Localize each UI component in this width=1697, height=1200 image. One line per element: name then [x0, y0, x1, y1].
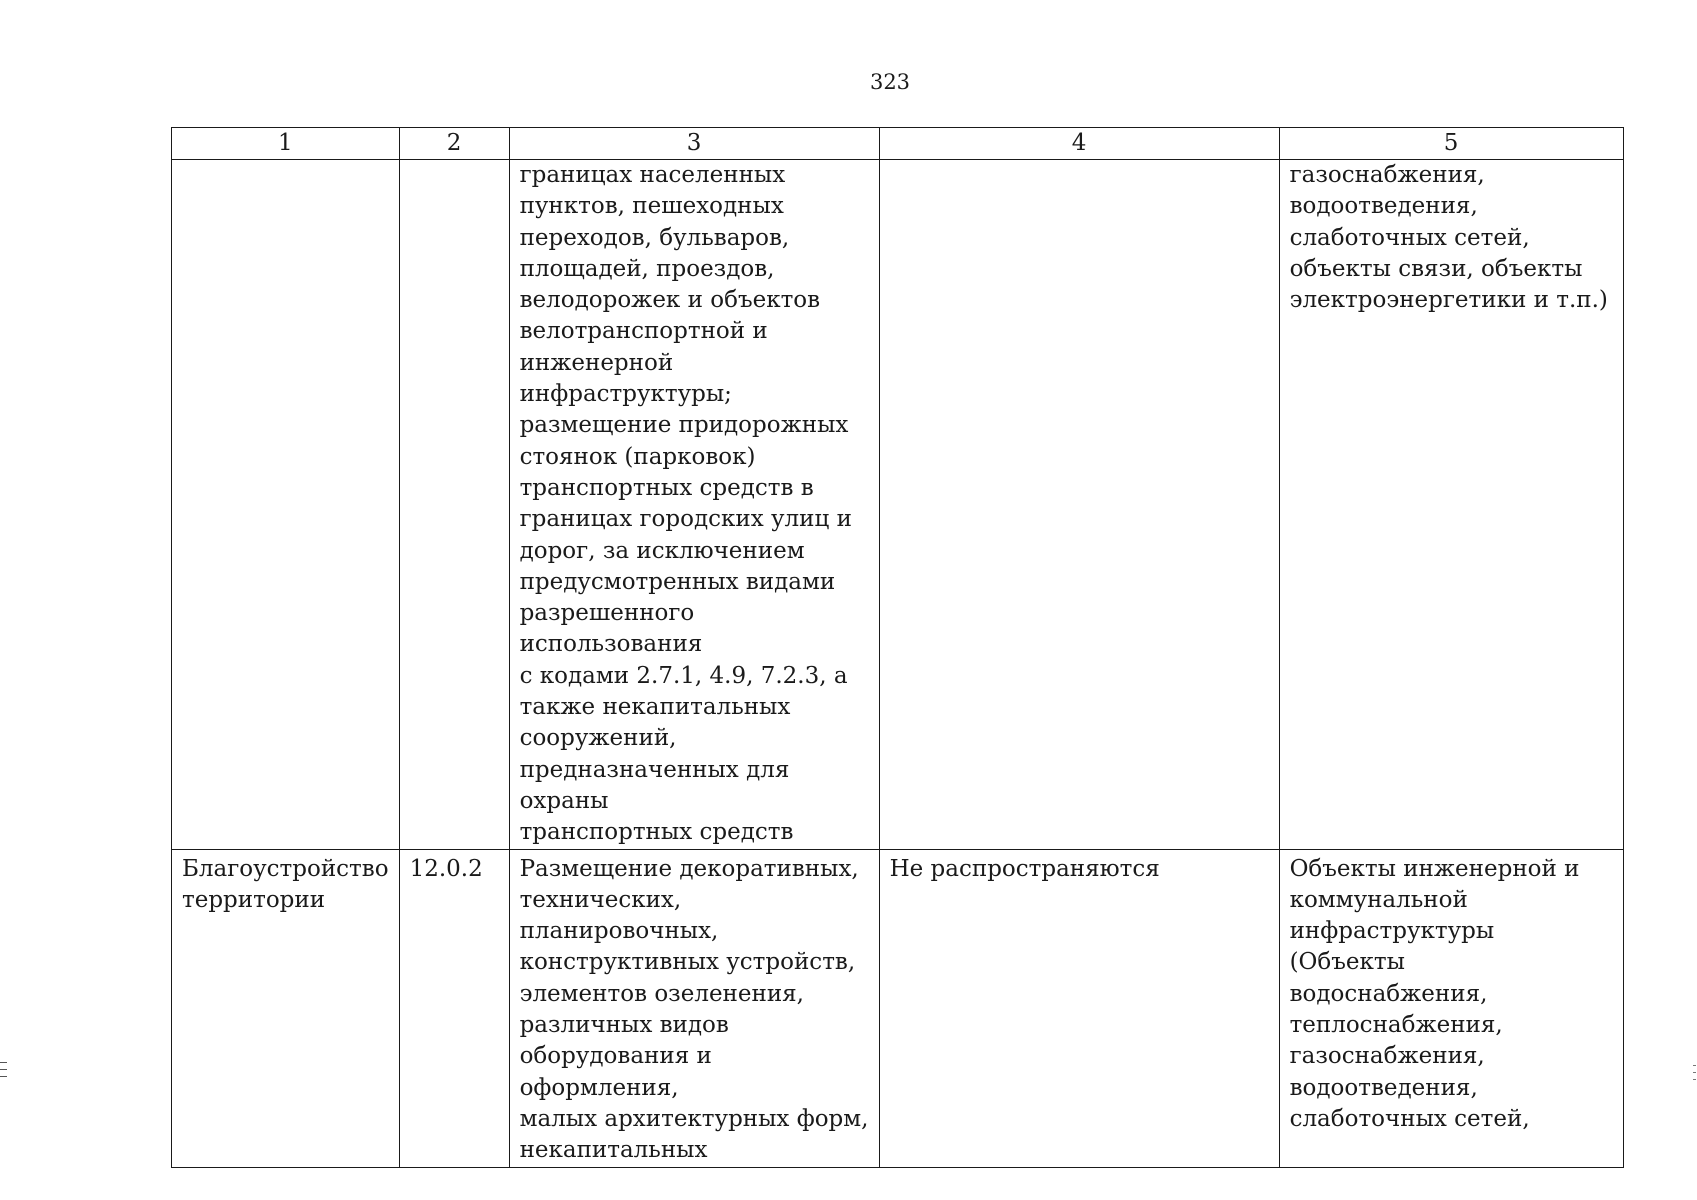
scan-tick	[0, 1062, 7, 1063]
cell-use-type-name	[172, 849, 400, 1167]
cell-use-type-code	[399, 849, 509, 1167]
table-row	[172, 849, 1624, 1167]
cell-text: Размещение декоративных, технических, планировочных, конструктивных устройств, элементов озеленения, различных видов оборудования и оформления, малых архитектурных форм, некапитальных	[519, 855, 869, 1164]
table-header-row	[172, 128, 1624, 160]
land-use-table	[171, 127, 1624, 1168]
column-header-3: 3	[509, 128, 879, 160]
cell-text: Объекты инженерной и коммунальной инфраструктуры (Объекты водоснабжения, теплоснабжения, газоснабжения, водоотведения, слаботочных сетей,	[1289, 855, 1580, 1132]
cell-text: 12.0.2	[409, 855, 483, 882]
cell-text: границах населенных пунктов, пешеходных переходов, бульваров, площадей, проездов, велодорожек и объектов велотранспортной и инженерной инфраструктуры; размещение придорожных стоянок (парковок) транспортных средств в границах городских улиц и дорог, за исключением предусмотренных видами разрешенного использования с кодами 2.7.1, 4.9, 7.2.3, а также некапитальных сооружений, предназначенных для охраны транспортных средств	[519, 162, 852, 846]
scan-tick	[0, 1076, 7, 1077]
scan-tick	[1693, 1065, 1696, 1066]
column-header-5: 5	[1279, 128, 1623, 160]
scan-edge-marks-left	[0, 1062, 8, 1086]
cell-parameters	[879, 849, 1279, 1167]
cell-parameters	[879, 160, 1279, 850]
cell-text: Не распространяются	[889, 855, 1160, 882]
cell-use-description	[509, 849, 879, 1167]
scan-tick	[0, 1069, 7, 1070]
cell-use-description	[509, 160, 879, 850]
scan-edge-marks-right	[1693, 1065, 1697, 1085]
cell-text: Благоустройство территории	[182, 855, 389, 913]
cell-use-type-name	[172, 160, 400, 850]
cell-permitted-objects	[1279, 849, 1623, 1167]
column-header-2: 2	[399, 128, 509, 160]
cell-permitted-objects	[1279, 160, 1623, 850]
column-header-4: 4	[879, 128, 1279, 160]
table-row	[172, 160, 1624, 850]
column-header-1: 1	[172, 128, 400, 160]
page-number: 323	[869, 70, 911, 94]
cell-text: газоснабжения, водоотведения, слаботочных сетей, объекты связи, объекты электроэнергетики и т.п.)	[1289, 162, 1608, 314]
scan-tick	[1693, 1072, 1696, 1073]
scan-tick	[1693, 1079, 1696, 1080]
cell-use-type-code	[399, 160, 509, 850]
